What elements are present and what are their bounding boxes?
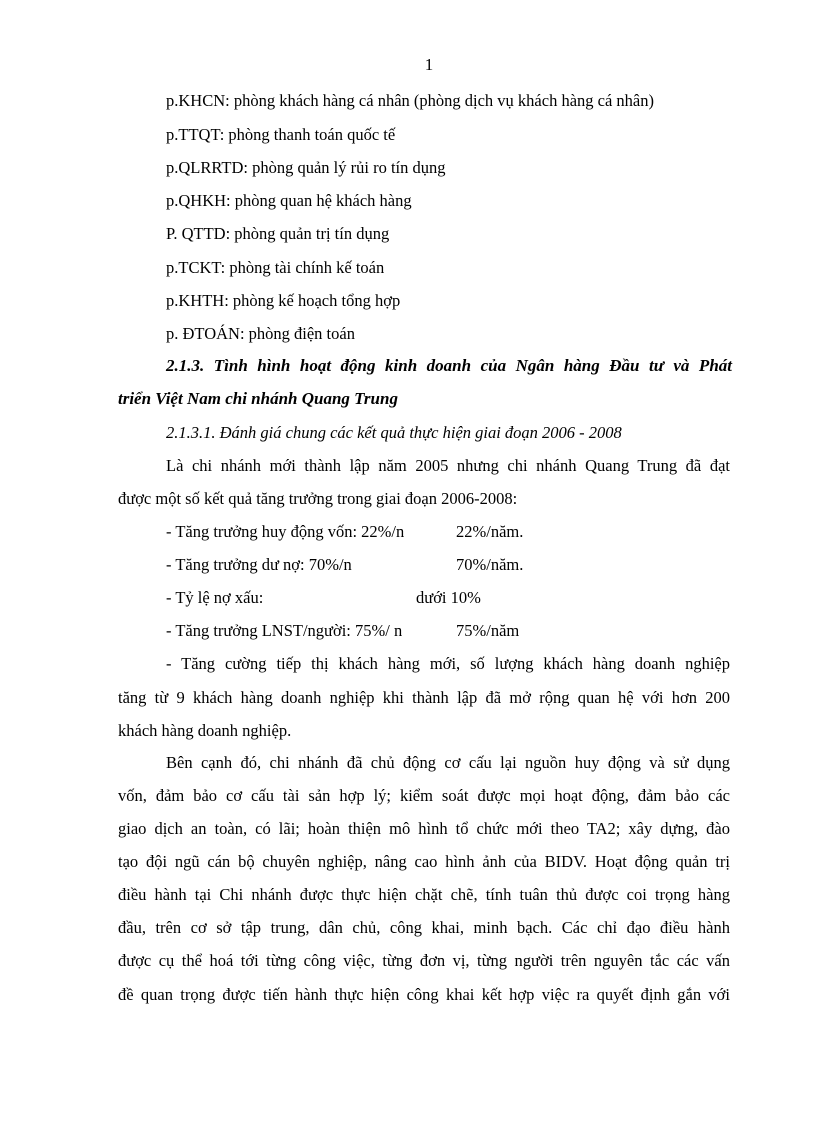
intro-line1: Là chi nhánh mới thành lập năm 2005 nhưng chi nhánh Quang Trung đã đạt	[166, 456, 730, 475]
result-profit-growth	[166, 620, 520, 642]
result-bad-debt-ratio	[166, 587, 481, 609]
result-value: 22%/năm.	[456, 522, 524, 541]
section-heading-line2: triển Việt Nam chi nhánh Quang Trung	[118, 389, 398, 408]
abbreviation-dtoan: p. ĐTOÁN: phòng điện toán	[166, 324, 355, 343]
paragraph-line5: điều hành tại Chi nhánh được thực hiện chặt chẽ, tính tuân thủ được coi trọng hàng	[118, 885, 730, 904]
intro-line2: được một số kết quả tăng trưởng trong giai đoạn 2006-2008:	[118, 489, 518, 508]
result-label: - Tăng trưởng dư nợ: 70%/n	[166, 555, 352, 574]
abbreviation-khcn: p.KHCN: phòng khách hàng cá nhân (phòng dịch vụ khách hàng cá nhân)	[166, 91, 654, 110]
abbreviation-qhkh: p.QHKH: phòng quan hệ khách hàng	[166, 191, 412, 210]
abbreviation-qttd: P. QTTD: phòng quản trị tín dụng	[166, 224, 390, 243]
paragraph-line8: đề quan trọng được tiến hành thực hiện công khai kết hợp việc ra quyết định gắn với	[118, 985, 730, 1004]
page-number: 1	[424, 55, 434, 74]
paragraph-line6: đầu, trên cơ sở tập trung, dân chủ, công khai, minh bạch. Các chỉ đạo điều hành	[118, 918, 730, 937]
result-label: - Tăng trưởng LNST/người: 75%/ n	[166, 621, 403, 640]
abbreviation-ttqt: p.TTQT: phòng thanh toán quốc tế	[166, 125, 396, 144]
result-label: - Tăng trưởng huy động vốn: 22%/n	[166, 522, 405, 541]
result-value: 70%/năm.	[456, 555, 524, 574]
paragraph-line1: Bên cạnh đó, chi nhánh đã chủ động cơ cấu lại nguồn huy động và sử dụng	[166, 753, 730, 772]
section-heading-line1: 2.1.3. Tình hình hoạt động kinh doanh của Ngân hàng Đầu tư và Phát	[166, 356, 732, 375]
abbreviation-khth: p.KHTH: phòng kế hoạch tổng hợp	[166, 291, 401, 310]
result-label: - Tỷ lệ nợ xấu:	[166, 588, 264, 607]
marketing-line1: - Tăng cường tiếp thị khách hàng mới, số lượng khách hàng doanh nghiệp	[166, 654, 730, 673]
result-value: 75%/năm	[456, 621, 520, 640]
result-value: dưới 10%	[416, 588, 481, 607]
paragraph-line4: tạo đội ngũ cán bộ chuyên nghiệp, nâng cao hình ảnh của BIDV. Hoạt động quản trị	[118, 852, 730, 871]
paragraph-line7: được cụ thể hoá tới từng công việc, từng đơn vị, từng người trên nguyên tắc các vấn	[118, 951, 730, 970]
result-deposit-growth	[166, 521, 524, 543]
paragraph-line3: giao dịch an toàn, có lãi; hoàn thiện mô hình tổ chức mới theo TA2; xây dựng, đào	[118, 819, 730, 838]
abbreviation-qlrrtd: p.QLRRTD: phòng quản lý rủi ro tín dụng	[166, 158, 446, 177]
subsection-heading: 2.1.3.1. Đánh giá chung các kết quả thực hiện giai đoạn 2006 - 2008	[166, 423, 622, 442]
marketing-line3: khách hàng doanh nghiệp.	[118, 721, 292, 740]
abbreviation-tckt: p.TCKT: phòng tài chính kế toán	[166, 258, 385, 277]
paragraph-line2: vốn, đảm bảo cơ cấu tài sản hợp lý; kiểm soát được mọi hoạt động, đảm bảo các	[118, 786, 730, 805]
marketing-line2: tăng từ 9 khách hàng doanh nghiệp khi thành lập đã mở rộng quan hệ với hơn 200	[118, 688, 730, 707]
result-loan-growth	[166, 554, 524, 576]
